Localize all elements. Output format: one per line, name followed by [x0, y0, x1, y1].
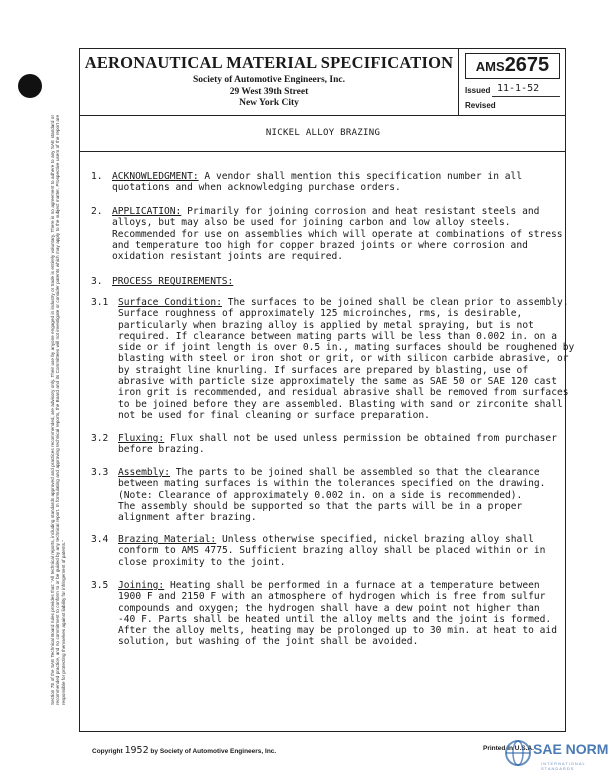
section-text	[118, 534, 545, 568]
punch-hole	[18, 74, 42, 98]
ams-number-box	[465, 53, 560, 79]
section-line	[118, 512, 545, 523]
section-text	[118, 297, 574, 421]
header-divider-vertical	[458, 48, 459, 116]
section-number: 3.1	[91, 297, 109, 308]
section-run: The assembly should be supported so that the parts will be in a proper	[118, 500, 523, 512]
spec-title: AERONAUTICAL MATERIAL SPECIFICATION	[84, 53, 454, 72]
section-number: 2.	[91, 206, 103, 217]
section-run: A vendor shall mention this specification number in all	[198, 171, 523, 182]
footer-printed: Printed in U.S.A.	[483, 745, 534, 752]
ams-prefix: AMS	[475, 59, 505, 74]
section-run: side or if joint length is over 0.5 in., mating surfaces should be roughened by	[118, 342, 575, 354]
globe-logo-icon	[503, 738, 533, 768]
section-line	[118, 501, 545, 512]
section-line	[112, 171, 522, 182]
section-text	[118, 433, 557, 456]
copyright-holder: by Society of Automotive Engineers, Inc.	[150, 748, 277, 755]
section-run: -40 F. Parts shall be heated until the alloy melts and the joint is formed.	[118, 613, 552, 625]
section-heading: Brazing Material:	[118, 534, 217, 545]
society-name: Society of Automotive Engineers, Inc.	[193, 75, 345, 85]
section-line	[118, 331, 574, 342]
sae-norm-watermark	[503, 738, 608, 774]
section-run: oxidation resistant joints are required.	[112, 251, 344, 263]
header-divider	[79, 115, 566, 116]
section-text	[118, 467, 545, 523]
section-text	[112, 206, 563, 262]
section-line	[118, 636, 557, 647]
section-text	[118, 580, 557, 648]
section-run: to be joined before they are assembled. Blasting with sand or zirconite shall	[118, 398, 563, 410]
section-line	[112, 182, 522, 193]
section-number: 1.	[91, 171, 103, 182]
ams-number: 2675	[504, 54, 550, 76]
section-line	[118, 353, 574, 364]
section-text	[112, 276, 233, 287]
issued-rule	[492, 96, 560, 97]
section-heading: Joining:	[118, 580, 165, 591]
section-run: Recommended for use on assemblies which will operate at combinations of stress	[112, 228, 563, 240]
section-run: before brazing.	[118, 444, 205, 456]
section-run: 1900 F and 2150 F with an atmosphere of hydrogen which is free from sulfur	[118, 591, 546, 603]
section-line	[112, 240, 563, 251]
issued-label: Issued	[465, 86, 491, 95]
section-run: and temperature too high for copper brazed joints or where corrosion and	[112, 239, 528, 251]
section-line	[118, 580, 557, 591]
section-run: Unless otherwise specified, nickel brazing alloy shall	[216, 534, 534, 545]
section-run: solution, but washing of the joint shall be avoided.	[118, 636, 419, 648]
section-line	[118, 603, 557, 614]
section-run: Heating shall be performed in a furnace at a temperature between	[164, 580, 540, 591]
footer-copyright	[92, 745, 276, 756]
copyright-year: 1952	[124, 745, 149, 756]
section-run: alignment after brazing.	[118, 512, 257, 524]
section-run: blasting with steel or iron shot or grit, or with silicon carbide abrasive, or	[118, 353, 569, 365]
section-line	[118, 365, 574, 376]
section-line	[118, 490, 545, 501]
section-run: Surface roughness of approximately 125 microinches, rms, is desirable,	[118, 308, 523, 320]
section-run: alloys, but may also be used for joining carbon and low alloy steels.	[112, 217, 511, 229]
revised-label: Revised	[465, 101, 496, 110]
section-number: 3.4	[91, 534, 109, 545]
section-run: The surfaces to be joined shall be clean prior to assembly.	[221, 297, 569, 308]
section-line	[118, 444, 557, 455]
section-run: iron grit is recommended, and residual abrasive shall be removed from surfaces	[118, 387, 569, 399]
section-line	[112, 217, 563, 228]
section-run: Flux shall not be used unless permission be obtained from purchaser	[164, 433, 557, 444]
section-run: particularly when brazing alloy is applied by metal spraying, but is not	[118, 319, 534, 331]
subject-divider	[79, 151, 566, 152]
society-address: 29 West 39th Street	[229, 87, 309, 97]
section-run: The parts to be joined shall be assembled so that the clearance	[169, 467, 540, 478]
section-run: compounds and oxygen; the hydrogen shall have a dew point not higher than	[118, 602, 540, 614]
section-line	[118, 625, 557, 636]
section-heading: ACKNOWLEDGMENT:	[112, 171, 199, 182]
section-line	[118, 433, 557, 444]
section-run: by straight line knurling. If surfaces are prepared by blasting, use of	[118, 364, 529, 376]
document-subject: NICKEL ALLOY BRAZING	[265, 128, 381, 138]
section-run: Primarily for joining corrosion and heat resistant steels and	[181, 206, 540, 217]
society-city: New York City	[239, 98, 299, 108]
section-run: (Note: Clearance of approximately 0.002 in. on a side is recommended).	[118, 489, 523, 501]
section-number: 3.3	[91, 467, 109, 478]
section-text	[112, 171, 522, 194]
section-heading: APPLICATION:	[112, 206, 182, 217]
section-line	[118, 308, 574, 319]
section-line	[118, 342, 574, 353]
section-line	[112, 251, 563, 262]
section-run: After the alloy melts, heating may be prolonged up to 30 min. at heat to aid	[118, 625, 557, 637]
section-line	[118, 410, 574, 421]
section-line	[118, 545, 545, 556]
section-run: abrasive with particle size approximately the same as SAE 50 or SAE 120 cast	[118, 376, 557, 388]
margin-disclaimer: Section 7E of the SAE Technical Board rules provides that: "All technical reports, including standards approved and practices recommended, are advisory only. Their use by anyone engaged in industry or trade is entirely voluntary. There is no agreement to adhere to any SAE standard or recommended practice, and no commitment to conform to or be guided by any technical report. In formulating and approving technical reports, the Board and its Committees will not investigate or consider patents which may apply to the subject matter. Prospective users of the report are responsible for protecting themselves against liability for infringement of patents."	[50, 115, 66, 705]
section-line	[118, 320, 574, 331]
section-number: 3.5	[91, 580, 109, 591]
section-number: 3.2	[91, 433, 109, 444]
section-heading: Surface Condition:	[118, 297, 222, 308]
section-line	[118, 387, 574, 398]
section-run: required. If clearance between mating parts will be less than 0.002 in. on a	[118, 330, 557, 342]
section-line	[118, 376, 574, 387]
section-line	[118, 557, 545, 568]
section-line	[118, 591, 557, 602]
section-heading: PROCESS REQUIREMENTS:	[112, 276, 234, 287]
section-number: 3.	[91, 276, 103, 287]
section-line	[118, 614, 557, 625]
issued-date: 11-1-52	[497, 83, 540, 94]
section-run: close proximity to the joint.	[118, 556, 286, 568]
section-line	[118, 467, 545, 478]
section-run: conform to AMS 4775. Sufficient brazing alloy shall be placed within or in	[118, 545, 546, 557]
section-line	[118, 399, 574, 410]
section-line	[112, 206, 563, 217]
section-line	[112, 229, 563, 240]
watermark-text: SAE NORM	[533, 741, 608, 757]
copyright-prefix: Copyright	[92, 748, 123, 755]
section-line	[118, 297, 574, 308]
section-line	[112, 276, 233, 287]
section-heading: Fluxing:	[118, 433, 165, 444]
section-heading: Assembly:	[118, 467, 170, 478]
section-run: quotations and when acknowledging purchase orders.	[112, 182, 401, 194]
section-run: between mating surfaces is within the tolerances specified on the drawing.	[118, 478, 546, 490]
watermark-subtext: INTERNATIONAL STANDARDS	[541, 761, 586, 771]
section-line	[118, 534, 545, 545]
section-line	[118, 478, 545, 489]
section-run: not be used for final cleaning or surface preparation.	[118, 409, 430, 421]
